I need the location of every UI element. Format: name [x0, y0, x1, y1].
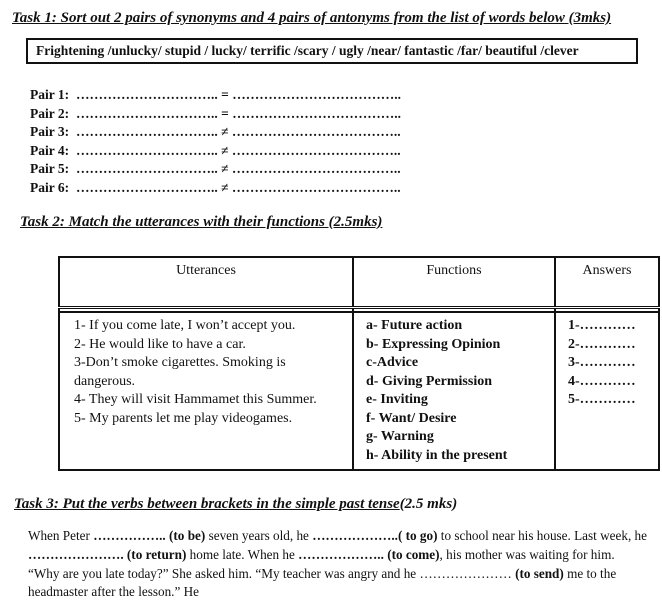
pair-symbol: =: [221, 87, 229, 102]
pair-left-blank[interactable]: …………………………..: [76, 124, 218, 139]
utterance-item: 2- He would like to have a car.: [74, 336, 246, 352]
pair-left-blank[interactable]: …………………………..: [76, 105, 218, 121]
pair-symbol: =: [221, 105, 229, 121]
function-item: g- Warning: [366, 429, 434, 444]
utterances-cell: [59, 312, 353, 470]
task3-title: [14, 496, 457, 513]
task1-title: Task 1: Sort out 2 pairs of synonyms and 4 pairs of antonyms from the list of words below (3mks): [12, 10, 612, 26]
utterance-item: 3-Don’t smoke cigarettes. Smoking is dangerous.: [74, 355, 286, 389]
utterance-item: 1- If you come late, I won’t accept you.: [74, 318, 296, 333]
pair-row: [30, 160, 401, 179]
pair-right-blank[interactable]: ………………………………..: [231, 161, 401, 176]
function-item: f- Want/ Desire: [366, 410, 457, 426]
functions-header: Functions: [353, 257, 555, 308]
paragraph-segment: to school near his house. Last week, he: [437, 528, 647, 543]
answer-blank[interactable]: 1-…………: [568, 318, 636, 333]
paragraph-bold-segment: (to return): [123, 546, 187, 562]
function-item: d- Giving Permission: [366, 373, 493, 389]
paragraph-segment: When Peter: [28, 528, 94, 543]
pair-right-blank[interactable]: ………………………………..: [231, 179, 401, 195]
paragraph-segment[interactable]: …………………: [419, 565, 512, 581]
pair-symbol: ≠: [221, 161, 229, 176]
function-item: b- Expressing Opinion: [366, 336, 501, 352]
answers-header: Answers: [555, 257, 659, 308]
pair-left-blank[interactable]: …………………………..: [76, 179, 218, 195]
pair-label: Pair 5:: [30, 161, 70, 176]
answer-blank[interactable]: 4-…………: [568, 373, 636, 389]
paragraph-segment: seven years old, he: [205, 528, 313, 543]
paragraph-bold-segment: (to come): [383, 546, 440, 562]
pair-label: Pair 4:: [30, 142, 70, 158]
pair-row: [30, 86, 401, 105]
answer-blank[interactable]: 3-…………: [568, 355, 636, 370]
pair-left-blank[interactable]: …………………………..: [76, 161, 218, 176]
paragraph-bold-segment[interactable]: ……………..: [93, 528, 166, 543]
answer-blank[interactable]: 2-…………: [568, 336, 636, 352]
pair-left-blank[interactable]: …………………………..: [76, 142, 218, 158]
pair-label: Pair 2:: [30, 105, 70, 121]
matching-table: [58, 256, 660, 471]
utterance-item: 5- My parents let me play videogames.: [74, 410, 293, 426]
paragraph-segment: me to the headmaster after the lesson.” He: [28, 565, 617, 600]
task3-title-main: Task 3: Put the verbs between brackets in the simple past tense: [14, 496, 400, 512]
utterances-header: Utterances: [59, 257, 353, 308]
pair-row: [30, 105, 401, 124]
function-item: a- Future action: [366, 318, 463, 333]
paragraph-bold-segment: (to be): [165, 528, 206, 543]
word-list-box: Frightening /unlucky/ stupid / lucky/ terrific /scary / ugly /near/ fantastic /far/ beautiful /clever: [26, 38, 638, 64]
pair-right-blank[interactable]: ………………………………..: [231, 124, 401, 139]
pair-right-blank[interactable]: ………………………………..: [231, 142, 401, 158]
paragraph-bold-segment: ( to go): [397, 528, 438, 543]
paragraph-bold-segment[interactable]: ………………….: [28, 546, 124, 562]
utterance-item: 4- They will visit Hammamet this Summer.: [74, 392, 317, 407]
paragraph-bold-segment[interactable]: ………………..: [298, 546, 384, 562]
paragraph-segment: home late. When he: [186, 546, 299, 562]
pair-symbol: ≠: [221, 142, 229, 158]
task2-title: Task 2: Match the utterances with their functions (2.5mks): [20, 214, 383, 230]
functions-cell: [353, 312, 555, 470]
function-item: c-Advice: [366, 355, 419, 370]
answers-cell: [555, 312, 659, 470]
task3-title-marks: (2.5 mks): [399, 496, 458, 512]
function-item: h- Ability in the present: [366, 447, 508, 463]
pair-row: [30, 142, 401, 161]
function-item: e- Inviting: [366, 392, 428, 407]
pair-label: Pair 1:: [30, 87, 70, 102]
paragraph-bold-segment: (to send): [511, 565, 564, 581]
pair-label: Pair 3:: [30, 124, 70, 139]
pair-right-blank[interactable]: ………………………………..: [232, 87, 401, 102]
paragraph-segment: , his mother was waiting for him. “Why are you late today?” She asked him. “My teacher was angry and he: [28, 546, 615, 581]
answer-blank[interactable]: 5-…………: [568, 392, 636, 407]
pair-row: [30, 179, 401, 198]
task3-paragraph: [28, 527, 648, 602]
pair-label: Pair 6:: [30, 179, 70, 195]
pair-symbol: ≠: [221, 124, 229, 139]
pair-row: [30, 123, 401, 142]
pair-left-blank[interactable]: …………………………..: [76, 87, 218, 102]
paragraph-bold-segment[interactable]: ………………..: [312, 528, 398, 543]
pair-right-blank[interactable]: ………………………………..: [232, 105, 401, 121]
pairs-list: [30, 86, 401, 197]
pair-symbol: ≠: [221, 179, 229, 195]
